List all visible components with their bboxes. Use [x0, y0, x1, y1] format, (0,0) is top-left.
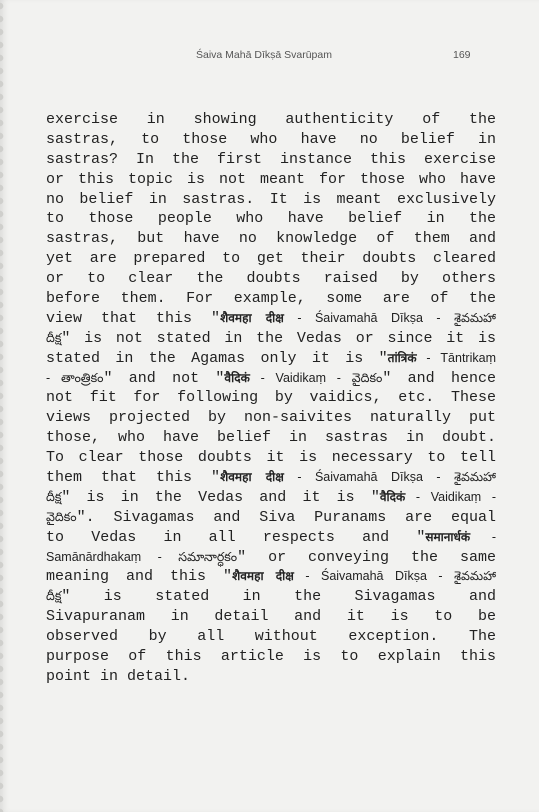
devanagari-term: वैदिकं — [224, 370, 250, 385]
text-line — [46, 428, 496, 448]
text-run: " is in the Vedas and it is " — [61, 488, 380, 506]
text-run: observed by all without exception. The — [46, 628, 496, 646]
text-line — [46, 269, 496, 289]
text-line — [46, 647, 496, 667]
text-line — [46, 488, 496, 508]
text-run: view that this " — [46, 309, 221, 327]
text-run: no belief in sastras. It is meant exclusively — [46, 190, 496, 208]
text-run: meaning and this " — [46, 568, 233, 586]
text-line — [46, 627, 496, 647]
text-run: views projected by non-saivites naturally put — [46, 409, 496, 427]
running-title: Śaiva Mahā Dīkṣā Svarūpam — [196, 49, 332, 61]
transliteration-term: - Śaivamahā Dīkṣa - శైవమహా — [283, 470, 496, 485]
devanagari-term: शैवमहा दीक्ष — [220, 310, 284, 325]
text-line — [46, 508, 496, 528]
running-header — [0, 49, 539, 65]
text-run: stated in the Agamas only it is " — [46, 349, 388, 367]
text-run: sastras? In the first instance this exercise — [46, 150, 496, 168]
transliteration-term: దీక్ష — [46, 330, 62, 345]
text-line — [46, 388, 496, 408]
text-run: sastras, to those who have no belief in — [46, 130, 496, 148]
text-run: " and hence — [382, 369, 496, 387]
transliteration-term: వైదికం — [46, 509, 77, 524]
text-run: purpose of this article is to explain this — [46, 648, 496, 666]
transliteration-term: - Śaivamahā Dīkṣa - శైవమహా — [293, 569, 496, 584]
text-line — [46, 249, 496, 269]
transliteration-term: - Tāntrikaṃ — [416, 350, 496, 365]
text-run: them that this " — [46, 469, 221, 487]
text-line — [46, 170, 496, 190]
devanagari-term: शैवमहा दीक्ष — [220, 470, 284, 485]
text-run: " or conveying the same — [237, 548, 496, 566]
text-run: sastras, but have no knowledge of them and — [46, 230, 496, 248]
text-line — [46, 548, 496, 568]
transliteration-term: Samānārdhakaṃ - సమానార్ధకం — [46, 549, 238, 564]
devanagari-term: समानार्धकं — [425, 529, 471, 544]
text-line — [46, 528, 496, 548]
text-line — [46, 309, 496, 329]
body-paragraph — [46, 110, 496, 687]
text-line — [46, 448, 496, 468]
text-line — [46, 607, 496, 627]
text-run: point in detail. — [46, 667, 191, 685]
page-number: 169 — [453, 49, 471, 61]
text-line — [46, 209, 496, 229]
text-run: to Vedas in all respects and " — [46, 528, 426, 546]
transliteration-term: - తాంత్రికం — [46, 370, 104, 385]
text-run: not fit for following by vaidics, etc. These — [46, 389, 496, 407]
transliteration-term: - Vaidikaṃ - — [405, 489, 496, 504]
text-run: Sivapuranam in detail and it is to be — [46, 608, 496, 626]
text-run: to those people who have belief in the — [46, 210, 496, 228]
transliteration-term: - Śaivamahā Dīkṣa - శైవమహా — [283, 310, 496, 325]
text-line — [46, 408, 496, 428]
transliteration-term: - — [470, 529, 496, 544]
text-line — [46, 229, 496, 249]
devanagari-term: शैवमहा दीक्ष — [232, 569, 294, 584]
text-line — [46, 130, 496, 150]
transliteration-term: దీక్ష — [46, 489, 62, 504]
text-line — [46, 289, 496, 309]
text-line — [46, 587, 496, 607]
text-line — [46, 567, 496, 587]
text-line — [46, 667, 496, 687]
devanagari-term: तांत्रिकं — [387, 350, 417, 365]
transliteration-term: - Vaidikaṃ - వైదికం — [249, 370, 383, 385]
text-line — [46, 329, 496, 349]
text-line — [46, 110, 496, 130]
text-run: To clear those doubts it is necessary to tell — [46, 449, 496, 467]
text-run: those, who have belief in sastras in doubt. — [46, 429, 496, 447]
text-run: ". Sivagamas and Siva Puranams are equal — [76, 508, 496, 526]
text-line — [46, 369, 496, 389]
text-run: " and not " — [103, 369, 225, 387]
text-run: " is not stated in the Vedas or since it is — [61, 329, 496, 347]
devanagari-term: वैदिकं — [379, 489, 406, 504]
transliteration-term: దీక్ష — [46, 589, 62, 604]
text-run: or to clear the doubts raised by others — [46, 270, 496, 288]
text-run: or this topic is not meant for those who have — [46, 170, 496, 188]
text-run: yet are prepared to get their doubts cleared — [46, 250, 496, 268]
perforated-edge — [0, 0, 12, 812]
text-run: exercise in showing authenticity of the — [46, 111, 496, 128]
text-run: before them. For example, some are of the — [46, 290, 496, 308]
text-line — [46, 349, 496, 369]
text-line — [46, 190, 496, 210]
text-line — [46, 150, 496, 170]
text-run: " is stated in the Sivagamas and — [61, 588, 496, 606]
text-line — [46, 468, 496, 488]
